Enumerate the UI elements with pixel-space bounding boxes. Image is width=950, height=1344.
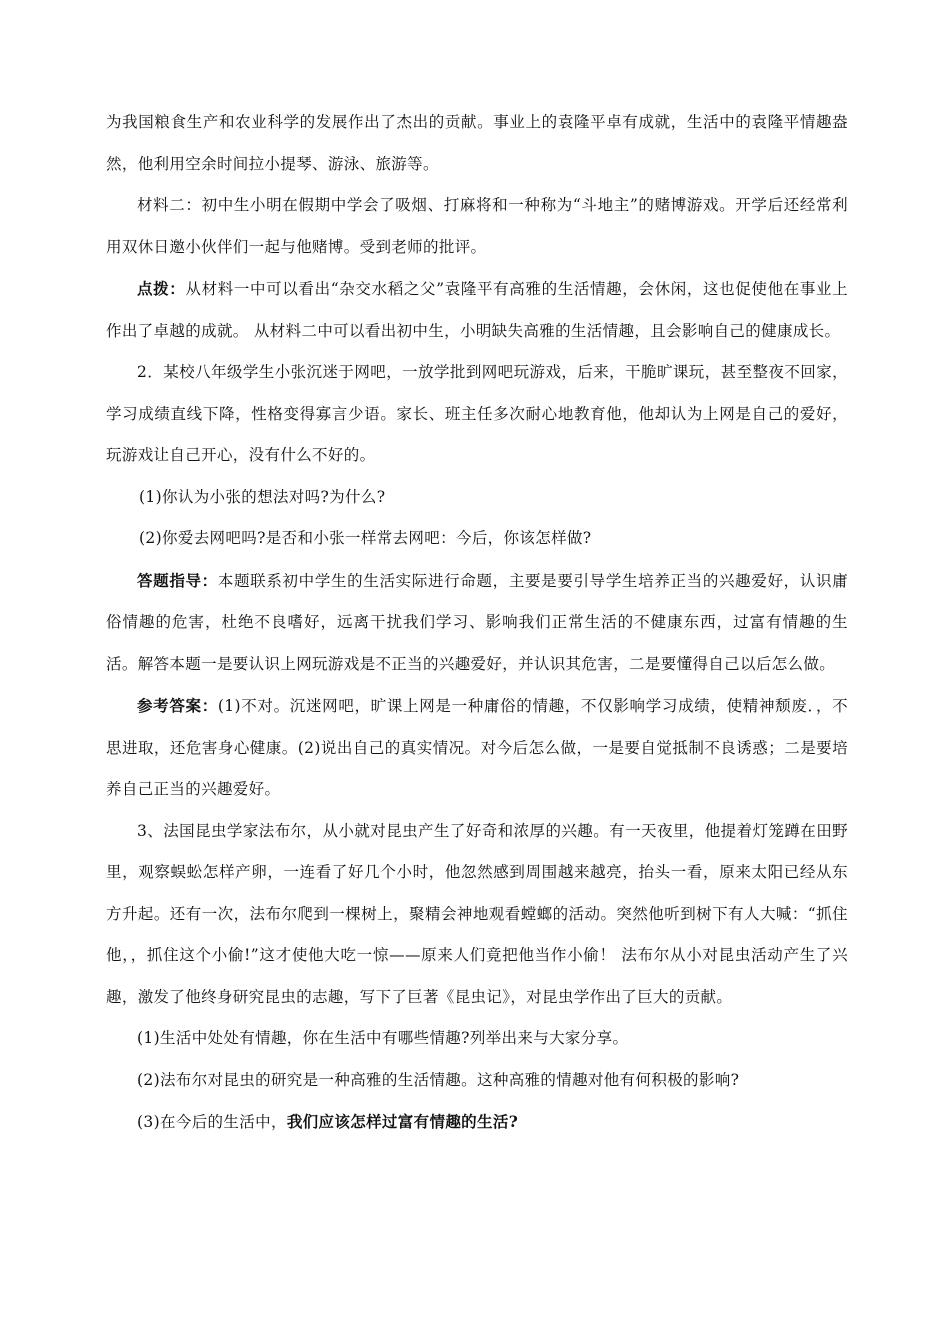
question-3-3-text: (3)在今后的生活中， bbox=[137, 1113, 287, 1131]
question-2-1: (1)你认为小张的想法对吗?为什么? bbox=[139, 487, 386, 506]
reference-answer-label: 参考答案： bbox=[137, 696, 218, 715]
paragraph-question-two: 2．某校八年级学生小张沉迷于网吧，一放学批到网吧玩游戏，后来，干脆旷课玩，甚至整夜不回家，学习成绩直线下降，性格变得寡言少语。家长、班主任多次耐心地教育他，他却认为上网是自己的爱好，玩游戏让自己开心，没有什么不好的。 bbox=[106, 363, 848, 464]
paragraph-hint bbox=[106, 268, 848, 352]
document-body bbox=[106, 102, 848, 1144]
paragraph-material-two: 材料二：初中生小明在假期中学会了吸烟、打麻将和一种称为“斗地主”的赌博游戏。开学后还经常利用双休日邀小伙伴们一起与他赌博。受到老师的批评。 bbox=[106, 196, 848, 256]
reference-answer-text: (1)不对。沉迷网吧，旷课上网是一种庸俗的情趣，不仅影响学习成绩，使精神颓废．，不思进取，还危害身心健康。(2)说出自己的真实情况。对今后怎么做，一是要自觉抵制不良诱惑；二是要培养自己正当的兴趣爱好。 bbox=[106, 697, 848, 798]
hint-text: 从材料一中可以看出“杂交水稻之父”袁隆平有高雅的生活情趣，会休闲，这也促使他在事业上作出了卓越的成就。 从材料二中可以看出初中生，小明缺失高雅的生活情趣，且会影响自己的健康成长。 bbox=[106, 280, 848, 340]
hint-label: 点拨： bbox=[137, 279, 186, 298]
question-2-2: (2)你爱去网吧吗?是否和小张一样常去网吧：今后，你该怎样做? bbox=[139, 529, 592, 547]
question-3-1: (1)生活中处处有情趣，你在生活中有哪些情趣?列举出来与大家分享。 bbox=[137, 1029, 629, 1047]
paragraph-question-three: 3、法国昆虫学家法布尔，从小就对昆虫产生了好奇和浓厚的兴趣。有一天夜里，他提着灯笼蹲在田野里，观察蜈蚣怎样产卵，一连看了好几个小时，他忽然感到周围越来越亮，抬头一看，原来太阳已经从东方升起。还有一次，法布尔爬到一棵树上，聚精会神地观看螳螂的活动。突然他听到树下有人大喊：“抓住他，，抓住这个小偷!”这才使他大吃一惊——原来人们竟把他当作小偷！ 法布尔从小对昆虫活动产生了兴趣，激发了他终身研究昆虫的志趣，写下了巨著《昆虫记》，对昆虫学作出了巨大的贡献。 bbox=[106, 821, 848, 1006]
paragraph-answer-guide bbox=[106, 560, 848, 686]
question-3-2: (2)法布尔对昆虫的研究是一种高雅的生活情趣。这种高雅的情趣对他有何积极的影响? bbox=[137, 1070, 740, 1089]
question-3-3-bold-text: 我们应该怎样过富有情趣的生活? bbox=[286, 1112, 519, 1131]
answer-guide-text: 本题联系初中学生的生活实际进行命题，主要是要引导学生培养正当的兴趣爱好，认识庸俗情趣的危害，杜绝不良嗜好，远离干扰我们学习、影响我们正常生活的不健康东西，过富有情趣的生活。解答本题一是要认识上网玩游戏是不正当的兴趣爱好，并认识其危害，二是要懂得自己以后怎么做。 bbox=[106, 571, 848, 673]
paragraph-yuan-longping: 为我国粮食生产和农业科学的发展作出了杰出的贡献。事业上的袁隆平卓有成就，生活中的袁隆平情趣盎然，他利用空余时间拉小提琴、游泳、旅游等。 bbox=[106, 113, 848, 173]
answer-guide-label: 答题指导： bbox=[137, 570, 218, 590]
question-3-3 bbox=[106, 1101, 848, 1144]
paragraph-reference-answer bbox=[106, 685, 848, 811]
